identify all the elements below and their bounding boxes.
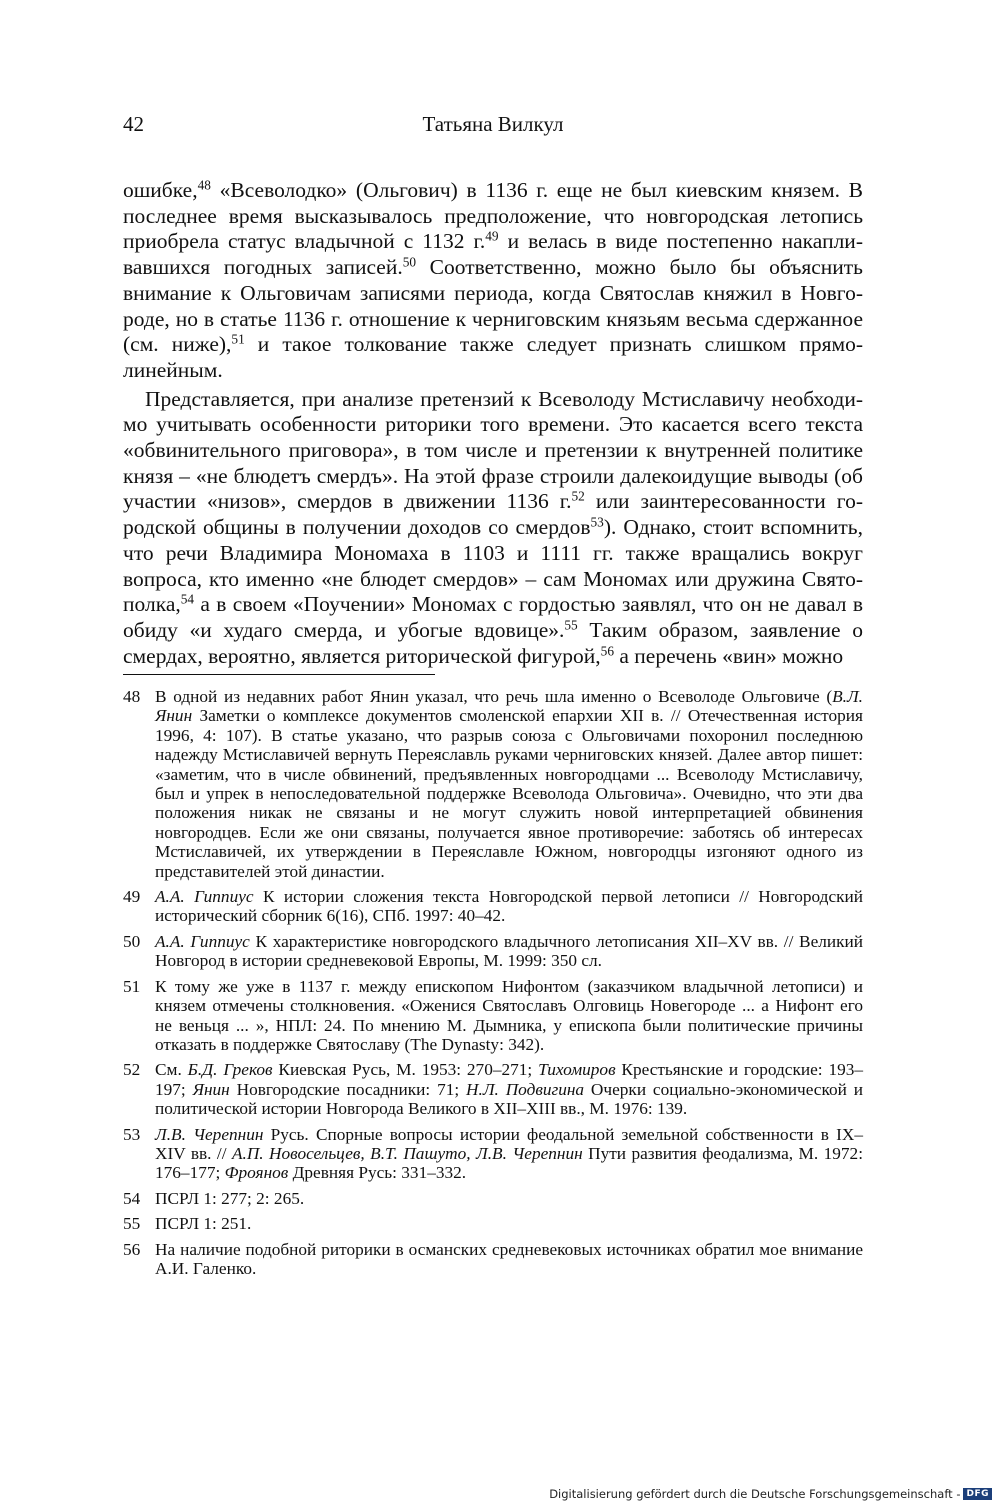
author-name: В.Л. Янин (155, 687, 863, 726)
footnote-text (155, 932, 863, 971)
text-run: и велась в виде постепенно накапливавшихся погодных записей. (123, 229, 863, 280)
text-run: Заметки о комплексе документов смоленской епархии XII в. // Отечественная история 1996, 4: 107). В статье указано, что разрыв союза с Ольговичами похоронил последнюю надежду Мстиславичей вернуть Переяславль руками черниговских князей. Далее автор пишет: «заметим, что в числе обвинений, предъявленных новгородцами ... Всеволоду Мстиславичу, был и упрек в непоследовательной поддержке Всеволода Ольговича». Очевидно, что эти два положения никак не связаны и не могут служить новой интерпретацией обвинения новгородцев. Если же они связаны, получается явное противоречие: заботясь об интересах Мстиславичей, их утверждении в Переяславле Южном, новгородцы изгоняют одного из представителей этой династии. (155, 706, 863, 881)
footnote-number: 56 (123, 1239, 141, 1259)
footnote-54 (123, 1189, 863, 1208)
footnotes (123, 687, 863, 1284)
footnote-50 (123, 932, 863, 971)
text-run: См. (155, 1060, 188, 1080)
text-run: «Всеволодко» (Ольгович) в 1136 г. еще не был киевским князем. В последнее время высказывалось предположение, что новгородская летопись приобрела статус владычной с 1132 г. (123, 178, 863, 254)
footnote-ref-56: 56 (600, 643, 614, 659)
text-run: Пути развития феодализма, М. 1972: 176–177; (155, 1143, 863, 1183)
footnote-divider (123, 674, 435, 675)
footnote-text: К тому же уже в 1137 г. между епископом Нифонтом (заказчиком владычной летописи) и князем отмечены столкновения. «Оженися Святославъ Олговиць Новегороде ... а Нифонт его не веньця ... », НПЛ: 24. По мнению М. Дымника, у епископа были политические причины отказать в поддержке Святославу (The Dynasty: 342). (155, 976, 863, 1054)
text-run: ошибке, (123, 178, 198, 202)
paragraph-2 (123, 387, 863, 670)
footnote-number: 52 (123, 1060, 141, 1080)
footnote-49 (123, 887, 863, 926)
footnote-number: 54 (123, 1188, 141, 1208)
footnote-text (155, 1125, 863, 1183)
author-name: А.А. Гиппиус (155, 931, 250, 951)
author-name: Фроянов (224, 1163, 289, 1183)
main-text (123, 178, 863, 669)
footnote-number: 50 (123, 931, 141, 951)
footnote-ref-54: 54 (180, 591, 195, 607)
footnote-number: 49 (123, 887, 141, 907)
page-number: 42 (123, 112, 144, 136)
text-run: Представляется, при анализе претензий к Всеволоду Мстиславичу необходимо учитывать особенности риторики того времени. Это касается всего текста «обвинительного приговора», в том числе и претензии к внутренней политике князя – «не блюдетъ смердъ». На этой фразе строили далекоидущие выводы (об участии «низов», смердов в движении 1136 г. (123, 386, 863, 514)
digitization-watermark (549, 1487, 992, 1501)
paragraph-1 (123, 178, 863, 384)
text-run: а перечень «вин» можно (613, 643, 844, 668)
text-run: Таким образом, заявление о смердах, вероятно, является риторической фигурой, (123, 617, 863, 668)
footnote-52 (123, 1060, 863, 1118)
footnote-text (155, 1060, 863, 1118)
footnote-ref-51: 51 (231, 331, 245, 347)
footnote-55 (123, 1214, 863, 1233)
footnote-ref-53: 53 (590, 514, 604, 530)
page-header (123, 112, 863, 142)
text-run: Очерки социально-экономической и политической истории Новгорода Великого в XII–XIII вв., М. 1976: 139. (155, 1079, 863, 1119)
author-name: Л.В. Черепнин (155, 1124, 264, 1144)
footnote-ref-55: 55 (564, 617, 578, 633)
footnote-number: 51 (123, 976, 141, 996)
author-name: Тихомиров (538, 1060, 616, 1080)
text-run: К характеристике новгородского владычного летописания XII–XV вв. // Великий Новгород в истории средневековой Европы, М. 1999: 350 сл. (155, 931, 863, 971)
text-run: К истории сложения текста Новгородской первой летописи // Новгородский исторический сборник 6(16), СПб. 1997: 40–42. (155, 887, 864, 926)
running-head: Татьяна Вилкул (422, 112, 564, 136)
footnote-ref-48: 48 (197, 177, 211, 193)
footnote-ref-52: 52 (571, 489, 585, 505)
watermark-text: Digitalisierung gefördert durch die Deutsche Forschungsgemeinschaft - (549, 1487, 961, 1501)
footnote-text: На наличие подобной риторики в османских средневековых источниках обратил мое внимание А.И. Галенко. (155, 1239, 863, 1278)
footnote-text: ПСРЛ 1: 251. (155, 1214, 252, 1234)
footnote-text (155, 687, 863, 881)
footnote-48 (123, 687, 863, 881)
footnote-51 (123, 977, 863, 1055)
text-run: Соответственно, можно было бы объяснить внимание к Ольговичам записями периода, когда Святослав княжил в Новгороде, но в статье 1136 г. отношение к черниговским князьям весьма сдержанное (см. ниже), (123, 255, 863, 357)
author-name: А.П. Новосельцев, В.Т. Пашуто, Л.В. Черепнин (231, 1143, 583, 1163)
footnote-number: 53 (123, 1124, 141, 1144)
author-name: Янин (192, 1079, 230, 1099)
text-run: ). Однако, стоит вспомнить, что речи Владимира Мономаха в 1103 и 1111 гг. также вращались вокруг вопроса, кто именно «не блюдет смердов» – сам Мономах или дружина Святополка, (123, 515, 863, 617)
text-run: Новгородские посадники: 71; (229, 1079, 467, 1099)
footnote-number: 55 (123, 1214, 141, 1234)
author-name: Б.Д. Греков (187, 1060, 273, 1080)
text-run: или заинтересованности городской общины в получении доходов со смердов (123, 489, 863, 540)
footnote-56 (123, 1240, 863, 1279)
footnote-text (155, 887, 863, 926)
text-run: Киевская Русь, М. 1953: 270–271; (272, 1060, 539, 1080)
text-run: В одной из недавних работ Янин указал, что речь шла именно о Всеволоде Ольговиче ( (155, 687, 833, 706)
text-run: а в своем «Поучении» Мономах с гордостью заявлял, что он не давал в обиду «и худаго смерда, и убогые вдовице». (123, 592, 863, 642)
author-name: А.А. Гиппиус (155, 887, 254, 907)
text-run: Русь. Спорные вопросы истории феодальной земельной собственности в IX–XIV вв. // (155, 1124, 863, 1163)
dfg-logo: DFG (963, 1488, 992, 1500)
footnote-text: ПСРЛ 1: 277; 2: 265. (155, 1188, 305, 1208)
text-run: Крестьянские и городские: 193–197; (155, 1060, 864, 1099)
footnote-ref-50: 50 (402, 254, 417, 270)
text-run: Древняя Русь: 331–332. (288, 1163, 467, 1183)
footnote-ref-49: 49 (485, 229, 499, 245)
text-run: и такое толкование также следует признать слишком прямолинейным. (123, 332, 864, 382)
footnote-number: 48 (123, 687, 141, 706)
author-name: Н.Л. Подвигина (466, 1079, 585, 1099)
footnote-53 (123, 1125, 863, 1183)
